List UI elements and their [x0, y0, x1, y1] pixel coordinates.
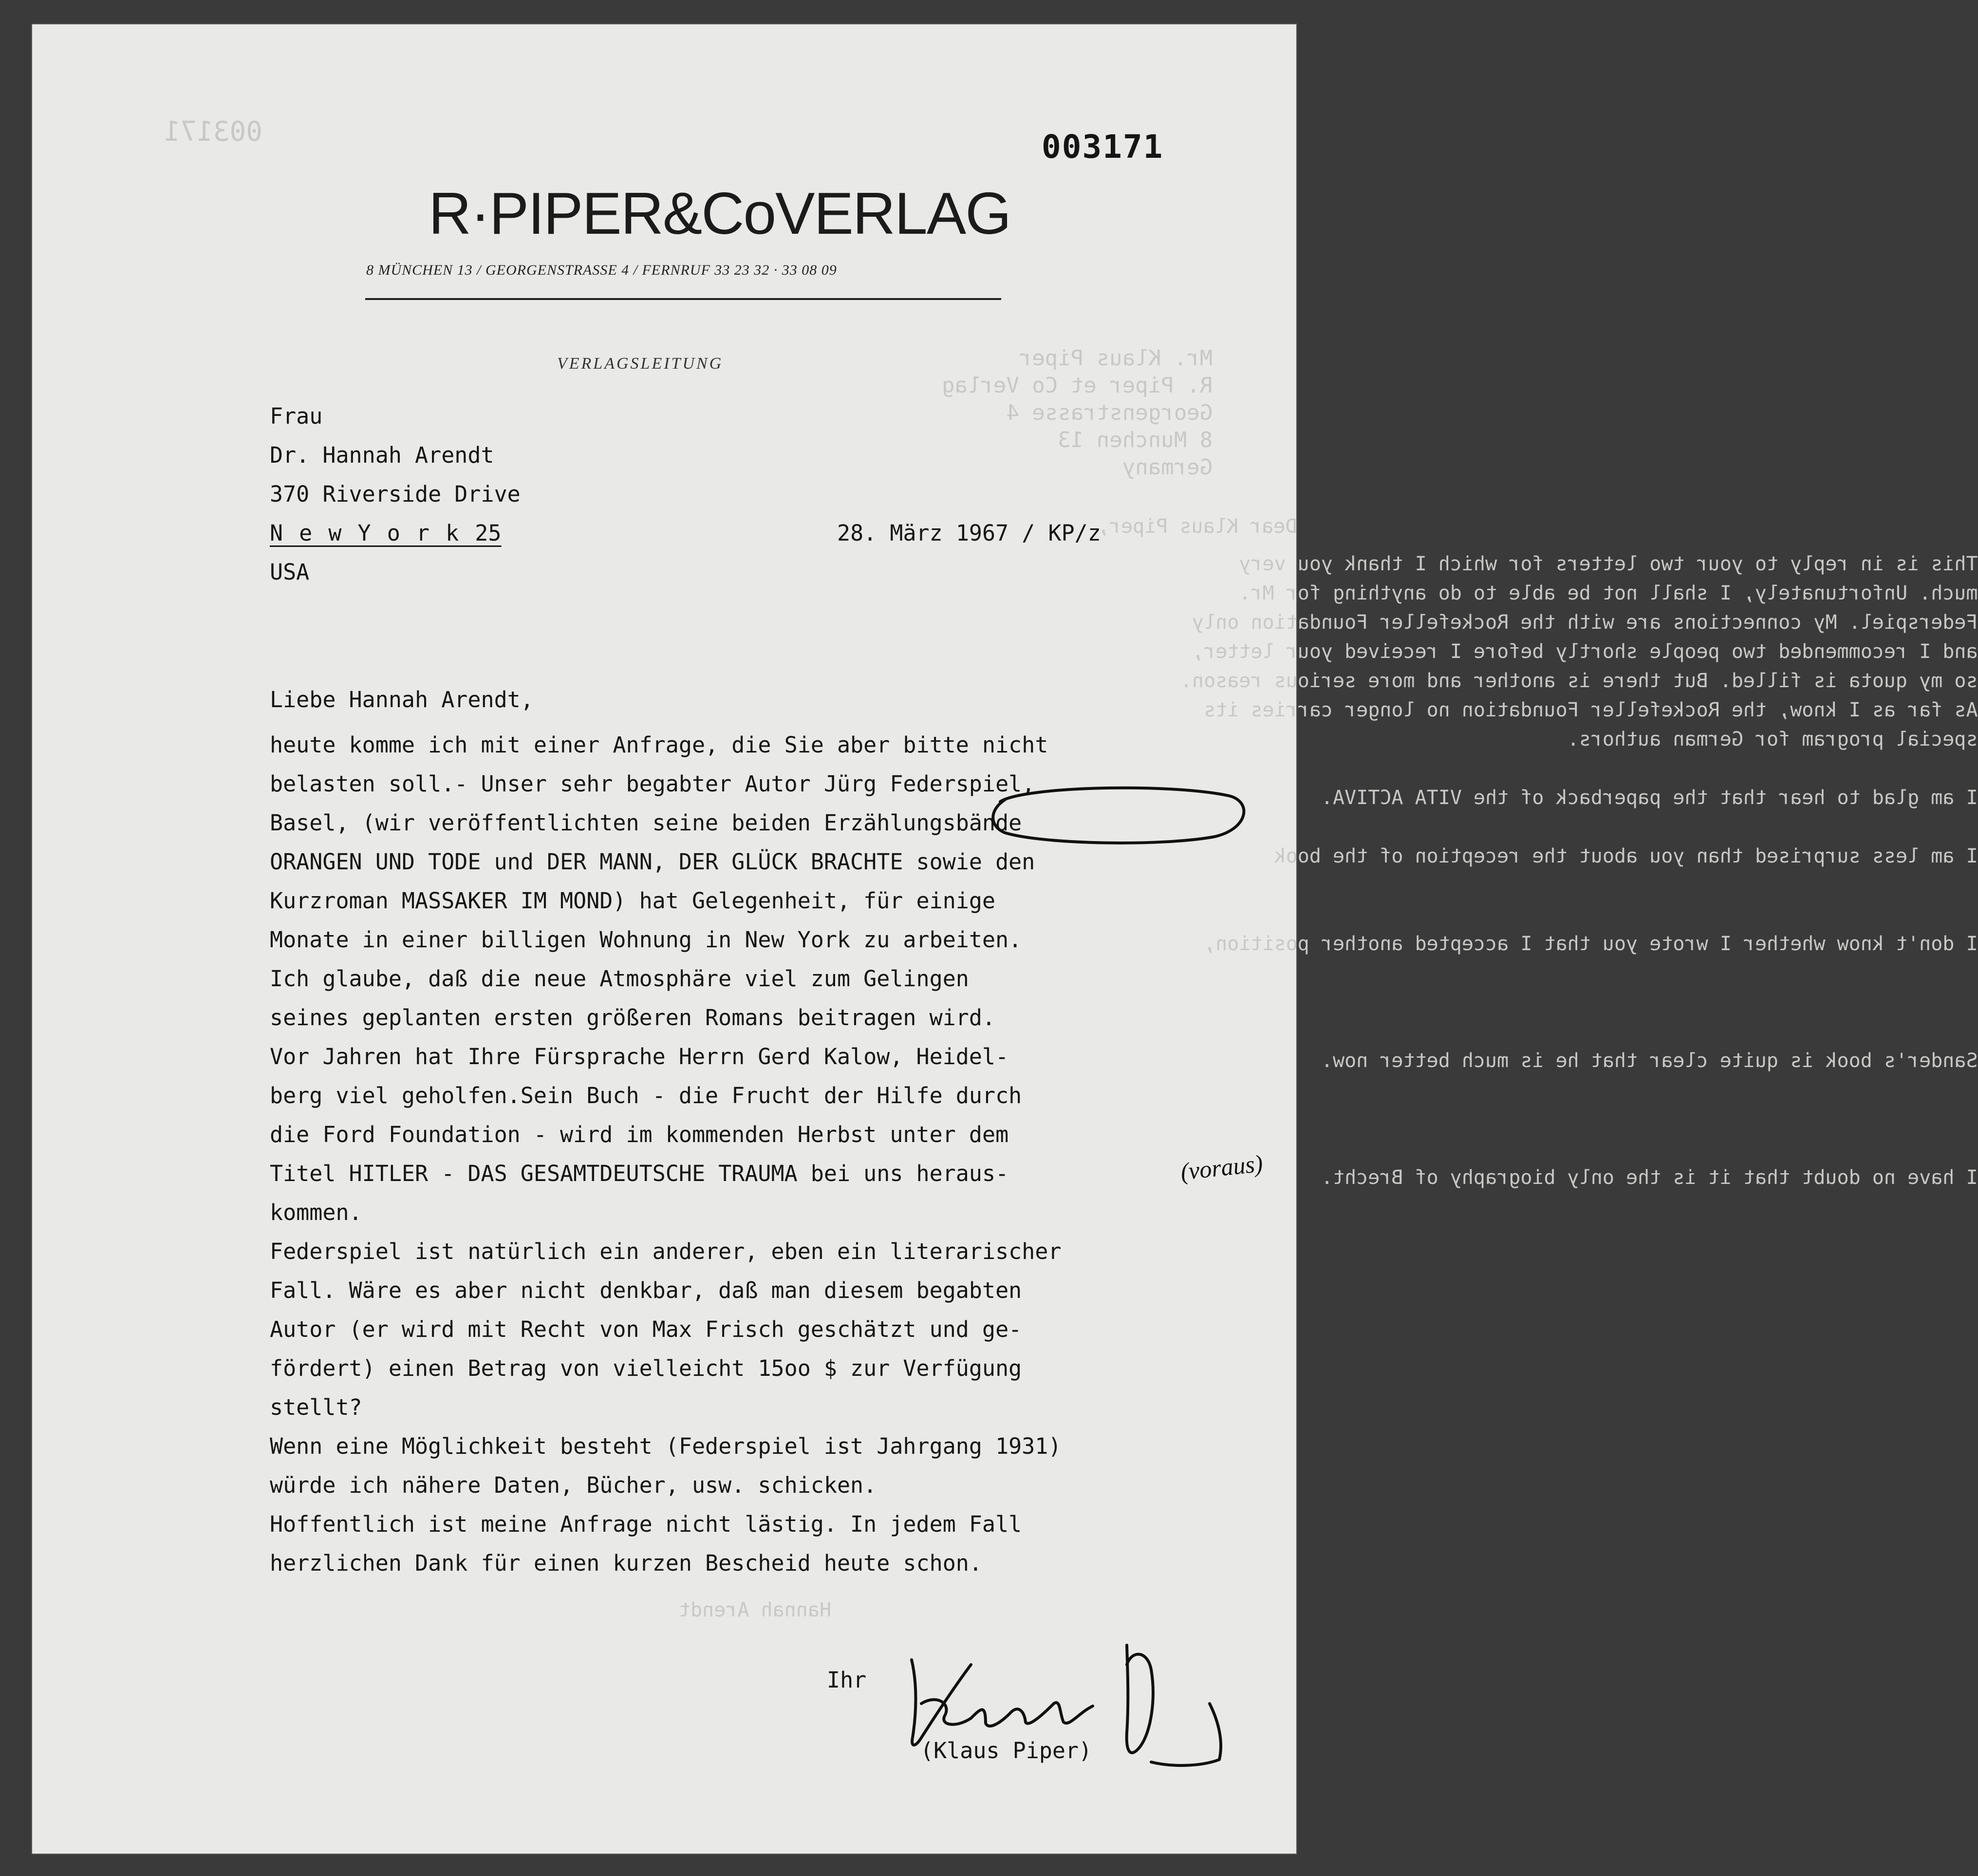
body-line: Federspiel ist natürlich ein anderer, eben ein literarischer	[270, 1238, 1062, 1264]
document-number: 003171	[1042, 128, 1164, 166]
body-line: Wenn eine Möglichkeit besteht (Federspiel ist Jahrgang 1931)	[270, 1433, 1062, 1459]
ghost-body-line: special program for German authors.	[1567, 728, 1978, 750]
ghost-body-line: much. Unfortunately, I shall not be able to do anything for Mr.	[1239, 582, 1978, 604]
ghost-body-line: Sander's book is quite clear that he is much better now.	[1321, 1050, 1978, 1072]
ghost-body	[1180, 549, 1978, 1192]
body-line: Hoffentlich ist meine Anfrage nicht lästig. In jedem Fall	[270, 1511, 1022, 1537]
ghost-number: 003171	[164, 116, 262, 148]
handwritten-margin-note: (voraus)	[1179, 1149, 1264, 1185]
body-line: seines geplanten ersten größeren Romans beitragen wird.	[270, 1005, 996, 1031]
ghost-address-line: Mr. Klaus Piper	[1019, 346, 1213, 371]
ghost-body-line: I am glad to hear that the paperback of the VITA ACTIVA.	[1321, 787, 1978, 809]
ghost-address-line: R. Piper et Co Verlag	[942, 373, 1213, 398]
ghost-closing: Hannah Arendt	[679, 1599, 832, 1621]
body-line: Basel, (wir veröffentlichten seine beiden Erzählungsbände	[270, 810, 1022, 836]
letter-greeting: Liebe Hannah Arendt,	[270, 687, 534, 713]
recipient-salutation: Frau	[270, 403, 323, 429]
recipient-name: Dr. Hannah Arendt	[270, 442, 494, 468]
body-line: Fall. Wäre es aber nicht denkbar, daß man diesem begabten	[270, 1277, 1022, 1303]
body-line: berg viel geholfen.Sein Buch - die Frucht der Hilfe durch	[270, 1083, 1022, 1108]
letterhead-rule	[365, 298, 1001, 300]
ghost-body-line: This is in reply to your two letters for which I thank you very	[1239, 553, 1978, 575]
closing: Ihr	[827, 1667, 867, 1693]
ghost-greeting: Dear Klaus Piper,	[1098, 515, 1297, 538]
signature-name: (Klaus Piper)	[920, 1738, 1092, 1763]
ghost-body-line: Federspiel. My connections are with the Rockefeller Foundation only	[1192, 611, 1978, 634]
ghost-body-line: I don't know whether I wrote you that I accepted another position,	[1204, 933, 1978, 955]
body-line: würde ich nähere Daten, Bücher, usw. schicken.	[270, 1472, 877, 1498]
body-line: heute komme ich mit einer Anfrage, die Sie aber bitte nicht	[270, 732, 1048, 758]
body-line: Autor (er wird mit Recht von Max Frisch geschätzt und ge-	[270, 1316, 1022, 1342]
ghost-body-line: I am less surprised than you about the reception of the book	[1274, 845, 1978, 867]
ghost-address-line: Georgenstrasse 4	[1006, 400, 1213, 425]
publisher-logo: R·PIPER&CoVERLAG	[429, 180, 1011, 246]
body-line: die Ford Foundation - wird im kommenden Herbst unter dem	[270, 1122, 1009, 1147]
body-line: fördert) einen Betrag von vielleicht 15oo $ zur Verfügung	[270, 1355, 1022, 1381]
ghost-body-line: so my quota is filled. But there is another and more serious reason.	[1180, 670, 1978, 692]
body-line: belasten soll.- Unser sehr begabter Autor Jürg Federspiel,	[270, 771, 1035, 797]
body-line: ORANGEN UND TODE und DER MANN, DER GLÜCK BRACHTE sowie den	[270, 849, 1035, 875]
body-line: Vor Jahren hat Ihre Fürsprache Herrn Gerd Kalow, Heidel-	[270, 1044, 1009, 1069]
ink-circle-annotation	[986, 782, 1258, 850]
ghost-address	[942, 345, 1213, 481]
letter-page	[31, 23, 1978, 1855]
body-line: stellt?	[270, 1394, 362, 1420]
body-line: kommen.	[270, 1200, 362, 1225]
body-line: herzlichen Dank für einen kurzen Bescheid heute schon.	[270, 1550, 982, 1576]
body-line: Monate in einer billigen Wohnung in New York zu arbeiten.	[270, 927, 1022, 953]
ghost-body-line: and I recommended two people shortly before I received your letter,	[1192, 640, 1978, 663]
letter-body	[270, 726, 1062, 1583]
body-line: Ich glaube, daß die neue Atmosphäre viel zum Gelingen	[270, 966, 969, 992]
publisher-address: 8 MÜNCHEN 13 / GEORGENSTRASSE 4 / FERNRUF 33 23 32 · 33 08 09	[366, 262, 837, 278]
date-reference: 28. März 1967 / KP/z	[837, 520, 1101, 546]
department-label: VERLAGSLEITUNG	[557, 355, 724, 373]
body-line: Kurzroman MASSAKER IM MOND) hat Gelegenheit, für einige	[270, 888, 996, 914]
recipient-country: USA	[270, 559, 310, 585]
body-line: Titel HITLER - DAS GESAMTDEUTSCHE TRAUMA bei uns heraus-	[270, 1161, 1009, 1186]
recipient-city: N e w Y o r k 25	[270, 520, 502, 546]
ghost-address-line: Germany	[1122, 455, 1213, 480]
ghost-address-line: 8 Munchen 13	[1058, 428, 1213, 452]
ghost-body-line: I have no doubt that it is the only biography of Brecht.	[1321, 1166, 1978, 1189]
recipient-street: 370 Riverside Drive	[270, 481, 521, 507]
ghost-body-line: As far as I know, the Rockefeller Foundation no longer carries its	[1204, 699, 1978, 721]
